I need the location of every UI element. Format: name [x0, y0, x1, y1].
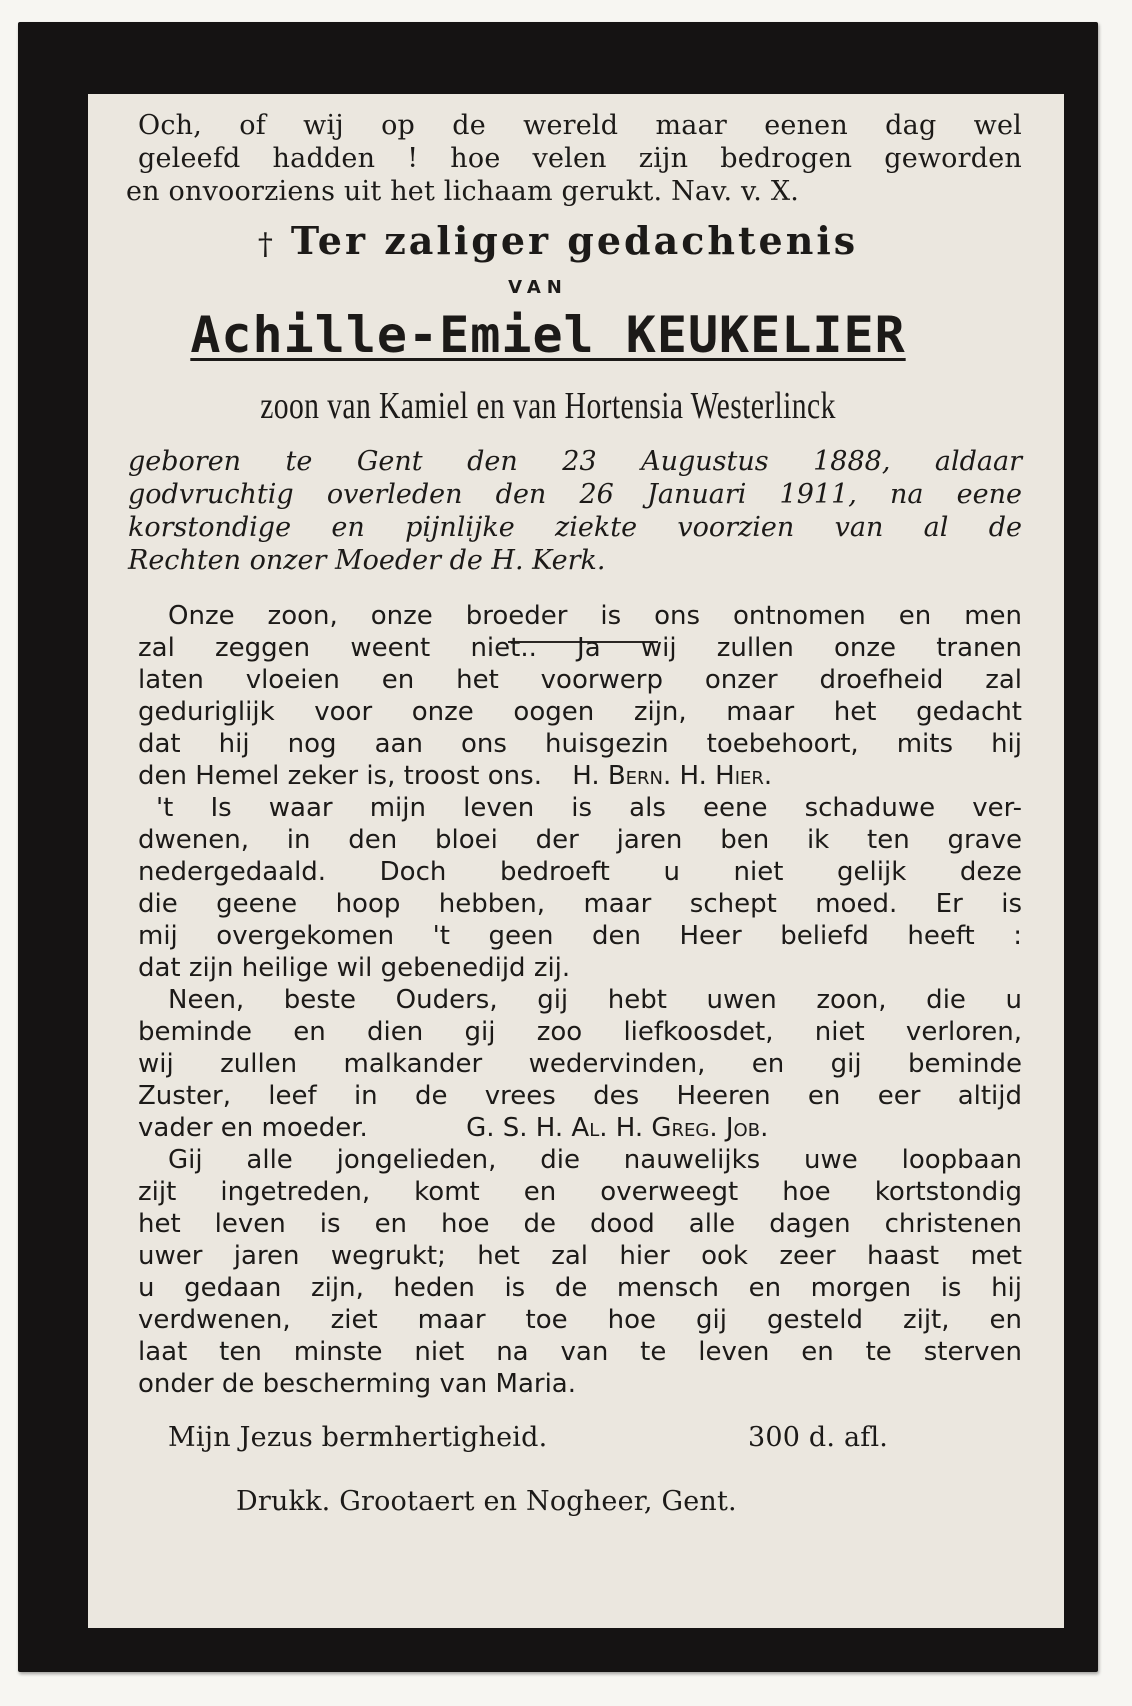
- p2-line-1: 't Is waar mijn leven is als eene schaduwe ver-: [156, 793, 1022, 823]
- p4-line-2: zijt ingetreden, komt en overweegt hoe kortstondig: [138, 1177, 1022, 1207]
- parents-line: zoon van Kamiel en van Hortensia Westerlinck: [260, 385, 836, 427]
- p3-citation: G. S. H. Al. H. Greg. Job.: [466, 1113, 769, 1143]
- p3-line-5: [138, 1113, 1022, 1143]
- p2-line-5: mij overgekomen 't geen den Heer beliefd heeft :: [138, 921, 1022, 951]
- p3-line-3: wij zullen malkander wedervinden, en gij beminde: [138, 1049, 1022, 1079]
- indulgence-prayer: Mijn Jezus bermhertigheid.: [168, 1422, 548, 1453]
- memorial-card: [18, 22, 1098, 1672]
- p2-line-6: dat zijn heilige wil gebenedijd zij.: [138, 953, 571, 983]
- p2-line-2: dwenen, in den bloei der jaren ben ik ten grave: [138, 825, 1022, 855]
- p4-line-5: u gedaan zijn, heden is de mensch en morgen is hij: [138, 1273, 1022, 1303]
- p4-line-8: onder de bescherming van Maria.: [138, 1369, 576, 1399]
- p4-line-6: verdwenen, ziet maar toe hoe gij gesteld zijt, en: [138, 1305, 1022, 1335]
- p1-line-5: dat hij nog aan ons huisgezin toebehoort, mits hij: [138, 729, 1022, 759]
- p1-line-6: [138, 761, 1022, 791]
- deceased-name: Achille-Emiel KEUKELIER: [190, 306, 906, 364]
- p2-line-3: nedergedaald. Doch bedroeft u niet gelijk deze: [138, 857, 1022, 887]
- card-content-area: [88, 94, 1064, 1628]
- cross-icon: †: [257, 227, 273, 262]
- quote-line-3: en onvoorziens uit het lichaam gerukt. Nav. v. X.: [126, 176, 800, 207]
- p3-line-4: Zuster, leef in de vrees des Heeren en eer altijd: [138, 1081, 1022, 1111]
- p1-line-3: laten vloeien en het voorwerp onzer droefheid zal: [138, 665, 1022, 695]
- bio-line-3: korstondige en pijnlijke ziekte voorzien van al de: [128, 512, 1022, 543]
- van-label: VAN: [508, 277, 568, 298]
- p1-line-1: Onze zoon, onze broeder is ons ontnomen en men: [168, 601, 1022, 631]
- p3-line-1: Neen, beste Ouders, gij hebt uwen zoon, die u: [168, 985, 1022, 1015]
- p2-line-4: die geene hoop hebben, maar schept moed. Er is: [138, 889, 1022, 919]
- bio-line-1: geboren te Gent den 23 Augustus 1888, aldaar: [128, 446, 1022, 477]
- memorial-heading: [118, 218, 998, 263]
- quote-line-2: geleefd hadden ! hoe velen zijn bedrogen geworden: [138, 143, 1022, 174]
- quote-line-1: Och, of wij op de wereld maar eenen dag wel: [138, 110, 1022, 141]
- p1-citation: H. Bern. H. Hier.: [572, 761, 773, 791]
- p4-line-4: uwer jaren wegrukt; het zal hier ook zeer haast met: [138, 1241, 1022, 1271]
- bio-line-2: godvruchtig overleden den 26 Januari 1911, na eene: [128, 479, 1022, 510]
- p3-line-2: beminde en dien gij zoo liefkoosdet, niet verloren,: [138, 1017, 1022, 1047]
- printer-credit: Drukk. Grootaert en Nogheer, Gent.: [236, 1486, 737, 1517]
- p1-line-4: geduriglijk voor onze oogen zijn, maar het gedacht: [138, 697, 1022, 727]
- p4-line-3: het leven is en hoe de dood alle dagen christenen: [138, 1209, 1022, 1239]
- p4-line-7: laat ten minste niet na van te leven en te sterven: [138, 1337, 1022, 1367]
- bio-line-4: Rechten onzer Moeder de H. Kerk.: [128, 545, 606, 576]
- p3-last-text: vader en moeder.: [138, 1113, 368, 1143]
- p4-line-1: Gij alle jongelieden, die nauwelijks uwe loopbaan: [168, 1145, 1022, 1175]
- p1-last-text: den Hemel zeker is, troost ons.: [138, 761, 542, 791]
- memorial-title: Ter zaliger gedachtenis: [290, 218, 859, 263]
- p1-line-2: zal zeggen weent niet.. Ja wij zullen onze tranen: [138, 633, 1022, 663]
- indulgence-days: 300 d. afl.: [748, 1422, 889, 1453]
